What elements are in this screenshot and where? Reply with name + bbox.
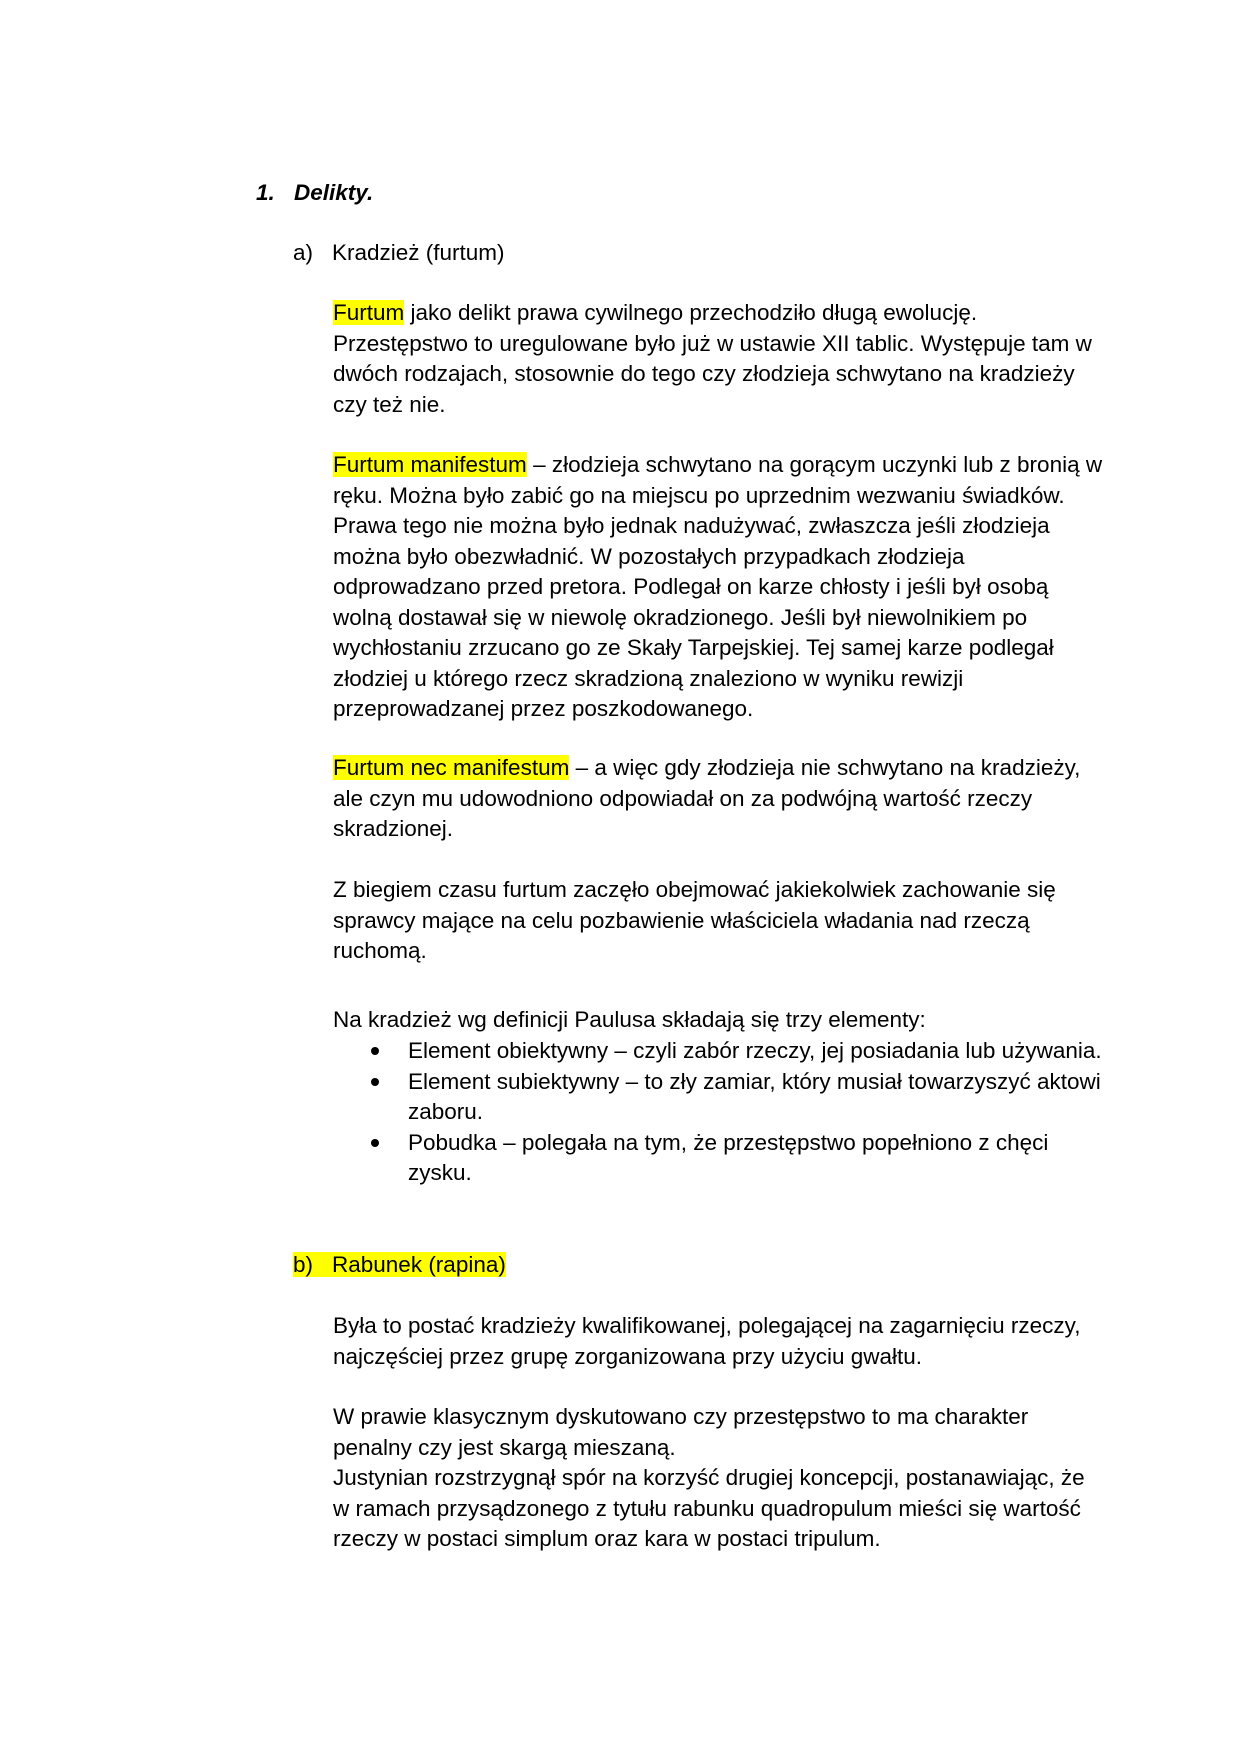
section-heading (256, 178, 373, 208)
subsection-b-title: Rabunek (rapina) (332, 1252, 506, 1277)
list-item-text: Element obiektywny – czyli zabór rzeczy, jej posiadania lub używania. (408, 1038, 1102, 1063)
paragraph-text: Na kradzież wg definicji Paulusa składają się trzy elementy: (333, 1007, 926, 1032)
paragraph-furtum-nec-manifestum (333, 753, 1103, 845)
list-item (333, 1036, 1103, 1067)
paragraph-text: Z biegiem czasu furtum zaczęło obejmować jakiekolwiek zachowanie się sprawcy mające na celu pozbawienie właściciela władania nad rzeczą ruchomą. (333, 877, 1056, 963)
bullet-icon (371, 1047, 379, 1055)
paragraph-paulus-definition (333, 1005, 1103, 1036)
highlighted-term-furtum-nec-manifestum: Furtum nec manifestum (333, 755, 570, 780)
list-item-text: Element subiektywny – to zły zamiar, który musiał towarzyszyć aktowi zaboru. (408, 1068, 1101, 1124)
heading-title: Delikty. (294, 180, 374, 205)
bullet-icon (371, 1078, 379, 1086)
paragraph-furtum-manifestum (333, 450, 1103, 725)
paragraph-furtum-intro (333, 298, 1103, 420)
heading-number: 1. (256, 180, 275, 205)
highlighted-term-furtum-manifestum: Furtum manifestum (333, 452, 527, 477)
subsection-a-title: Kradzież (furtum) (332, 240, 505, 265)
paragraph-text: W prawie klasycznym dyskutowano czy przestępstwo to ma charakter penalny czy jest skargą mieszaną. (333, 1404, 1029, 1460)
subsection-b-letter: b) (293, 1252, 314, 1277)
paragraph-text: – złodzieja schwytano na gorącym uczynki lub z bronią w ręku. Można było zabić go na miejscu po uprzednim wezwaniu świadków. Prawa tego nie można było jednak nadużywać, zwłaszcza jeśli złodzieja można było obezwładnić. W pozostałych przypadkach złodzieja odprowadzano przed pretora. Podlegał on karze chłosty i jeśli był osobą wolną dostawał się w niewolę okradzionego. Jeśli był niewolnikiem po wychłostaniu zrzucano go ze Skały Tarpejskiej. Tej samej karze podlegał złodziej u którego rzecz skradzioną znaleziono w wyniku rewizji przeprowadzanej przez poszkodowanego. (333, 452, 1103, 721)
list-item (333, 1067, 1103, 1128)
paragraph-furtum-evolution (333, 875, 1103, 967)
highlighted-term-furtum: Furtum (333, 300, 405, 325)
subsection-b-highlight (293, 1252, 506, 1277)
paragraph-text: Justynian rozstrzygnął spór na korzyść drugiej koncepcji, postanawiając, że w ramach przysądzonego z tytułu rabunku quadropulum mieści się wartość rzeczy w postaci simplum oraz kara w postaci tripulum. (333, 1465, 1085, 1551)
subsection-a-heading (293, 238, 505, 268)
paragraph-text: jako delikt prawa cywilnego przechodziło długą ewolucję. Przestępstwo to uregulowane było już w ustawie XII tablic. Występuje tam w dwóch rodzajach, stosownie do tego czy złodzieja schwytano na kradzieży czy też nie. (333, 300, 1092, 417)
paragraph-text: Była to postać kradzieży kwalifikowanej, polegającej na zagarnięciu rzeczy, najczęściej przez grupę zorganizowana przy użyciu gwałtu. (333, 1313, 1081, 1369)
paragraph-rapina-classical (333, 1402, 1103, 1555)
list-item (333, 1128, 1103, 1189)
subsection-a-letter: a) (293, 240, 314, 265)
subsection-b-heading (293, 1250, 506, 1280)
paragraph-rapina-definition (333, 1311, 1103, 1372)
paragraph-text: – a więc gdy złodzieja nie schwytano na kradzieży, ale czyn mu udowodniono odpowiadał on za podwójną wartość rzeczy skradzionej. (333, 755, 1081, 841)
elements-list (333, 1036, 1103, 1189)
bullet-icon (371, 1139, 379, 1147)
list-item-text: Pobudka – polegała na tym, że przestępstwo popełniono z chęci zysku. (408, 1129, 1049, 1185)
